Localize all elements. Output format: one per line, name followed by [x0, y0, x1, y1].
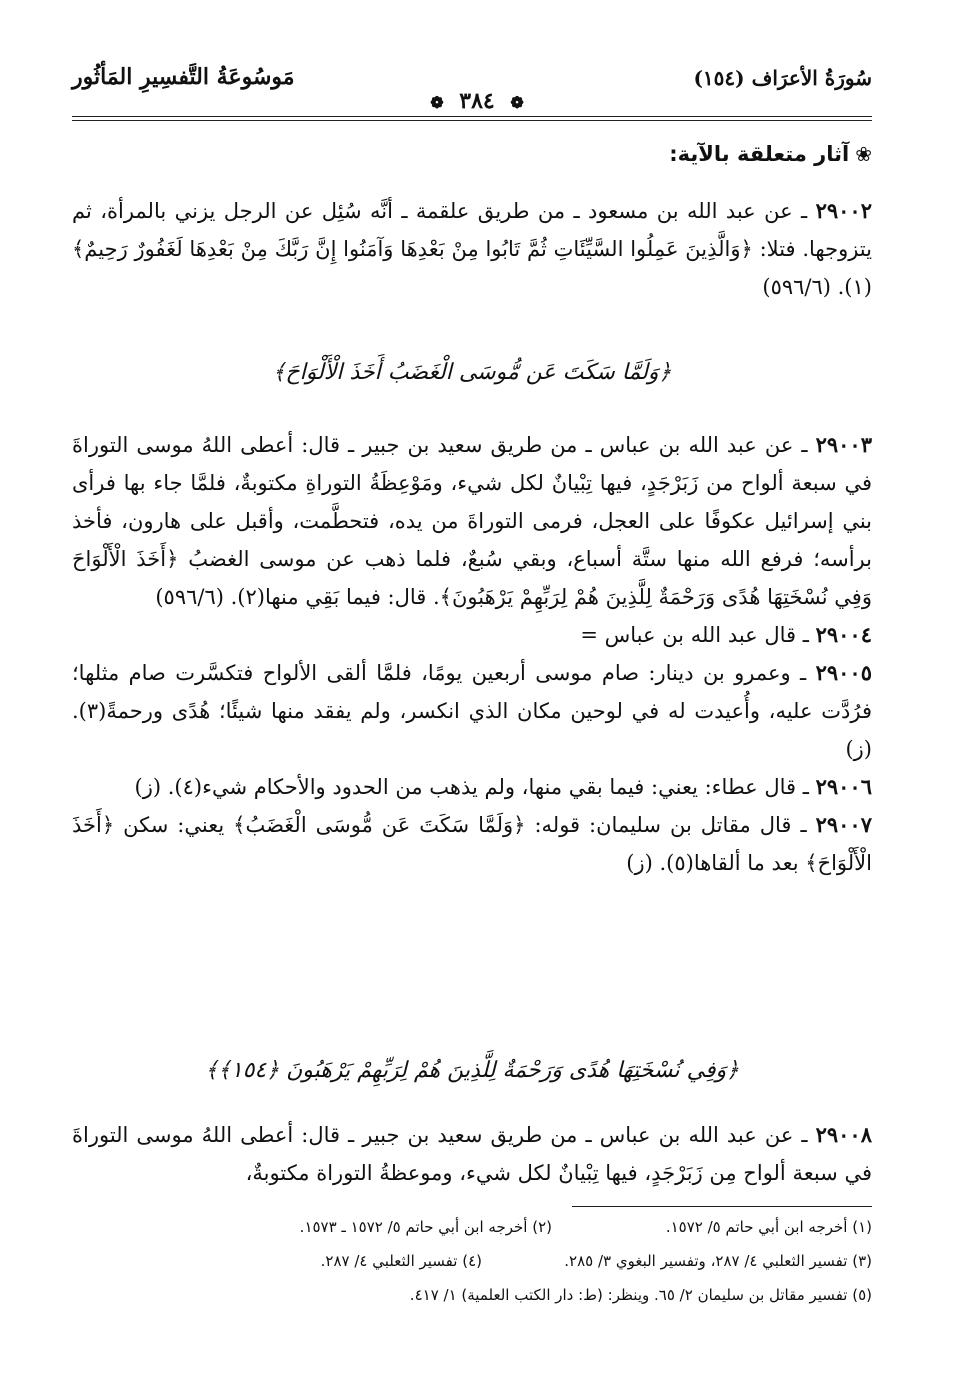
- paragraph-text: ـ عن عبد الله بن مسعود ـ من طريق علقمة ـ أنَّه سُئِل عن الرجل يزني بالمرأة، ثم يتزوجها. فتلا: ﴿وَالَّذِينَ عَمِلُوا السَّيِّئَاتِ ثُمَّ تَابُوا مِنْ بَعْدِهَا وَآمَنُوا إِنَّ رَبَّكَ مِنْ بَعْدِهَا لَغَفُورٌ رَحِيمٌ﴾(١). (٥٩٦/٦): [72, 199, 872, 299]
- footnote: (٣) تفسير الثعلبي ٤/ ٢٨٧، وتفسير البغوي ٣/ ٢٨٥.: [564, 1252, 872, 1270]
- paragraph: ٢٩٠٠٤ ـ قال عبد الله بن عباس =: [580, 622, 872, 647]
- footnote-row: [72, 1252, 872, 1270]
- paragraph-number: ٢٩٠٠٢: [815, 198, 872, 223]
- header-rule-thin: [72, 120, 872, 121]
- footnote-row: [72, 1286, 872, 1304]
- paragraph-block-1: [72, 192, 872, 306]
- verse-heading-1: ﴿وَلَمَّا سَكَتَ عَن مُّوسَى الْغَضَبُ أَخَذَ الْأَلْوَاحَ﴾: [272, 360, 672, 385]
- paragraph: [72, 192, 872, 306]
- footnote: (٤) تفسير الثعلبي ٤/ ٢٨٧.: [320, 1252, 482, 1270]
- paragraph: ٢٩٠٠٣ ـ عن عبد الله بن عباس ـ من طريق سعيد بن جبير ـ قال: أعطى اللهُ موسى التوراةَ في سبعة ألواح من زَبَرْجَدٍ، فيها تِبْيانٌ لكل شيء، ومَوْعِظَةُ التوراةِ مكتوبةٌ، فلمَّا جاء بها فرأى بني إسرائيل عكوفًا على العجل، فرمى التوراةَ من يده، فتحطَّمت، وأقبل على هارون، فأخذ برأسه؛ فرفع الله منها ستَّة أسباع، وبقي سُبعٌ، فلما ذهب عن موسى الغضبُ ﴿أَخَذَ الْأَلْوَاحَ وَفِي نُسْخَتِهَا هُدًى وَرَحْمَةٌ لِلَّذِينَ هُمْ لِرَبِّهِمْ يَرْهَبُونَ﴾. قال: فيما بَقِي منها(٢). (٥٩٦/٦): [72, 432, 872, 609]
- ornament-icon: ❁: [510, 93, 524, 112]
- section-heading: ❀آثار متعلقة بالآية:: [669, 142, 872, 166]
- footnote-row: [72, 1218, 872, 1236]
- footnote: (٢) أخرجه ابن أبي حاتم ٥/ ١٥٧٢ ـ ١٥٧٣.: [299, 1218, 552, 1236]
- footnote-rule: [572, 1206, 872, 1207]
- paragraph: ٢٩٠٠٥ ـ وعمرو بن دينار: صام موسى أربعين يومًا، فلمَّا ألقى الألواح فتكسَّرت صام مثلها؛ فرُدَّت عليه، وأُعيدت له في لوحين مكان الذي انكسر، ولم يفقد منها شيئًا؛ هُدًى ورحمةً(٣). (ز): [72, 660, 872, 761]
- flower-icon: ❀: [855, 142, 872, 166]
- paragraph: ٢٩٠٠٨ ـ عن عبد الله بن عباس ـ من طريق سعيد بن جبير ـ قال: أعطى اللهُ موسى التوراةَ في سبعة ألواح مِن زَبَرْجَدٍ، فيها تِبْيانٌ لكل شيء، وموعظةُ التوراة مكتوبةٌ،: [72, 1122, 872, 1185]
- paragraph: ٢٩٠٠٦ ـ قال عطاء: يعني: فيما بقي منها، ولم يذهب من الحدود والأحكام شيء(٤). (ز): [134, 774, 872, 799]
- paragraph-block-3: [72, 1116, 872, 1192]
- page-number: ٣٨٤: [459, 88, 495, 114]
- surah-header: سُورَةُ الأعرَاف (١٥٤): [693, 66, 872, 90]
- book-title: مَوسُوعَةُ التَّفسِيرِ المَأثُور: [72, 64, 295, 90]
- header-rule: [72, 116, 872, 117]
- footnote: (٥) تفسير مقاتل بن سليمان ٢/ ٦٥. وينظر: (ط: دار الكتب العلمية) ١/ ٤١٧.: [409, 1286, 872, 1304]
- paragraph: ٢٩٠٠٧ ـ قال مقاتل بن سليمان: قوله: ﴿وَلَمَّا سَكَتَ عَن مُّوسَى الْغَضَبُ﴾ يعني: سكن ﴿أَخَذَ الْأَلْوَاحَ﴾ بعد ما ألقاها(٥). (ز): [72, 812, 872, 875]
- paragraph-block-2: [72, 426, 872, 882]
- ornament-icon: ❁: [430, 93, 444, 112]
- verse-heading-2: ﴿وَفِي نُسْخَتِهَا هُدًى وَرَحْمَةٌ لِلَّذِينَ هُمْ لِرَبِّهِمْ يَرْهَبُونَ ﴿١٥٤﴾﴾: [204, 1058, 740, 1083]
- footnote: (١) أخرجه ابن أبي حاتم ٥/ ١٥٧٢.: [665, 1218, 872, 1236]
